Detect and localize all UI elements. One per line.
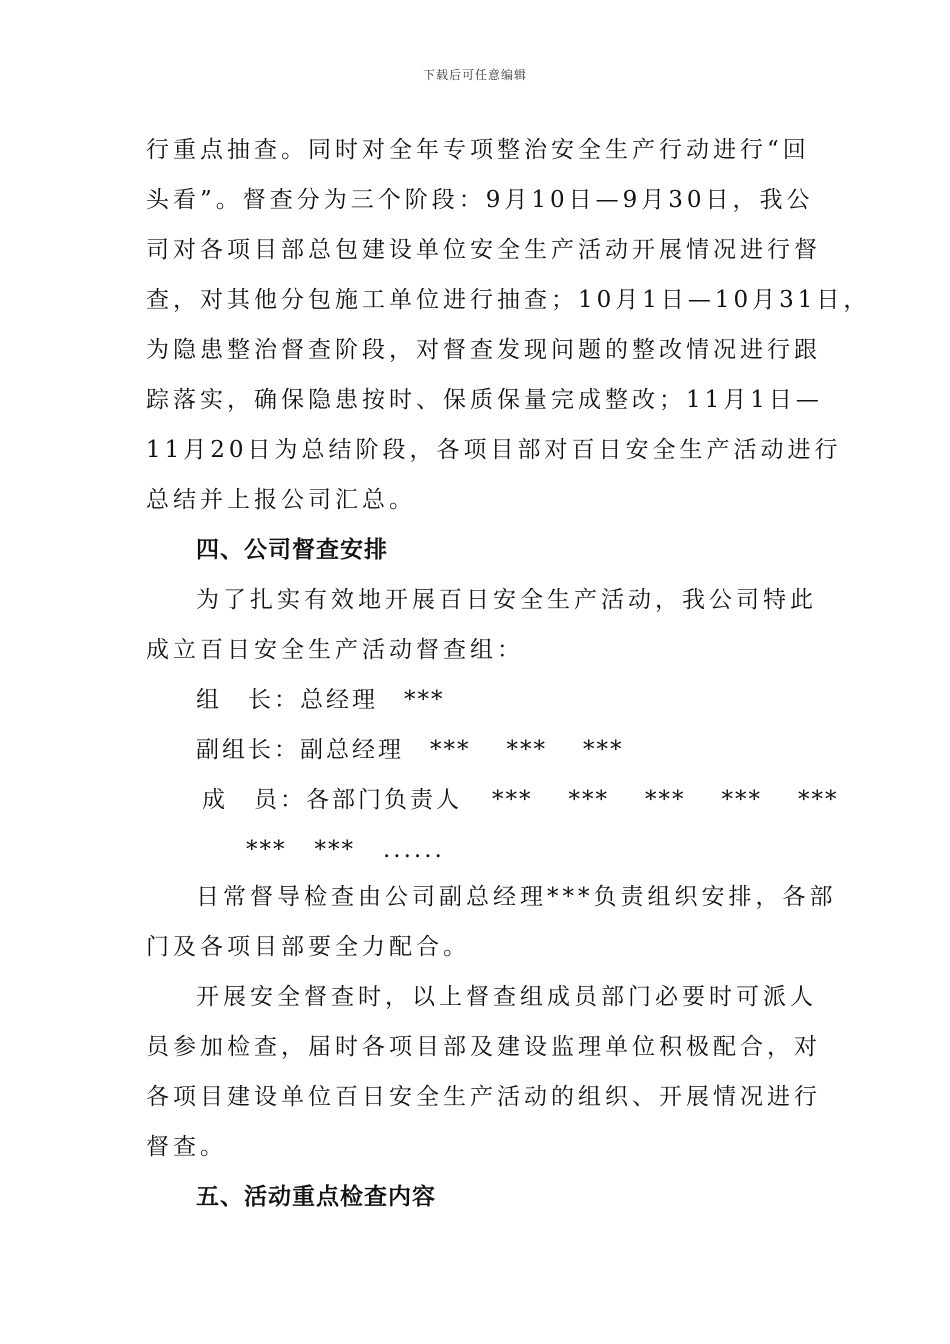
member-name: *** [404,687,445,713]
member-name: *** [568,787,609,813]
paragraph-line: 头看”。督查分为三个阶段：9月10日—9月30日，我公 [146,187,814,213]
paragraph-line: 为了扎实有效地开展百日安全生产活动，我公司特此 [196,587,817,613]
group-members-continued-row [246,835,445,865]
page-header: 下载后可任意编辑 [422,68,527,82]
section-heading: 五、活动重点检查内容 [196,1184,436,1210]
member-name: *** [430,737,471,763]
paragraph-line: 员参加检查，届时各项目部及建设监理单位积极配合，对 [146,1034,821,1060]
role-title: 各部门负责人 [306,787,462,813]
paragraph-line: 行重点抽查。同时对全年专项整治安全生产行动进行“回 [146,137,810,163]
paragraph-line: 总结并上报公司汇总。 [146,487,416,513]
group-leader-row [196,685,481,715]
member-name: *** [314,837,355,863]
paragraph-line: 踪落实，确保隐患按时、保质保量完成整改；11月1日— [146,387,823,413]
paragraph-line: 开展安全督查时，以上督查组成员部门必要时可派人 [196,984,817,1010]
paragraph-line: 各项目建设单位百日安全生产活动的组织、开展情况进行 [146,1084,821,1110]
paragraph-line: 11月20日为总结阶段，各项目部对百日安全生产活动进行 [146,437,842,463]
group-deputy-row [196,735,660,765]
paragraph-line: 门及各项目部要全力配合。 [146,934,470,960]
section-heading: 四、公司督查安排 [196,537,388,563]
member-name: *** [721,787,762,813]
role-title: 副总经理 [300,737,404,763]
role-label: 副组长： [196,737,300,763]
role-label: 组 长： [196,687,300,713]
paragraph-line: 查，对其他分包施工单位进行抽查；10月1日—10月31日， [146,287,871,313]
member-name: *** [506,737,547,763]
member-name: *** [246,837,287,863]
role-label: 成 员： [202,787,306,813]
paragraph-line: 司对各项目部总包建设单位安全生产活动开展情况进行督 [146,237,821,263]
role-title: 总经理 [300,687,378,713]
ellipsis: ...... [383,837,445,863]
paragraph-line: 督查。 [146,1134,227,1160]
member-name: *** [798,787,839,813]
member-name: *** [645,787,686,813]
paragraph-line: 成立百日安全生产活动督查组： [146,637,524,663]
member-name: *** [583,737,624,763]
member-name: *** [492,787,533,813]
group-members-row [202,785,839,815]
paragraph-line: 为隐患整治督查阶段，对督查发现问题的整改情况进行跟 [146,337,821,363]
paragraph-line: 日常督导检查由公司副总经理***负责组织安排，各部 [196,884,837,910]
